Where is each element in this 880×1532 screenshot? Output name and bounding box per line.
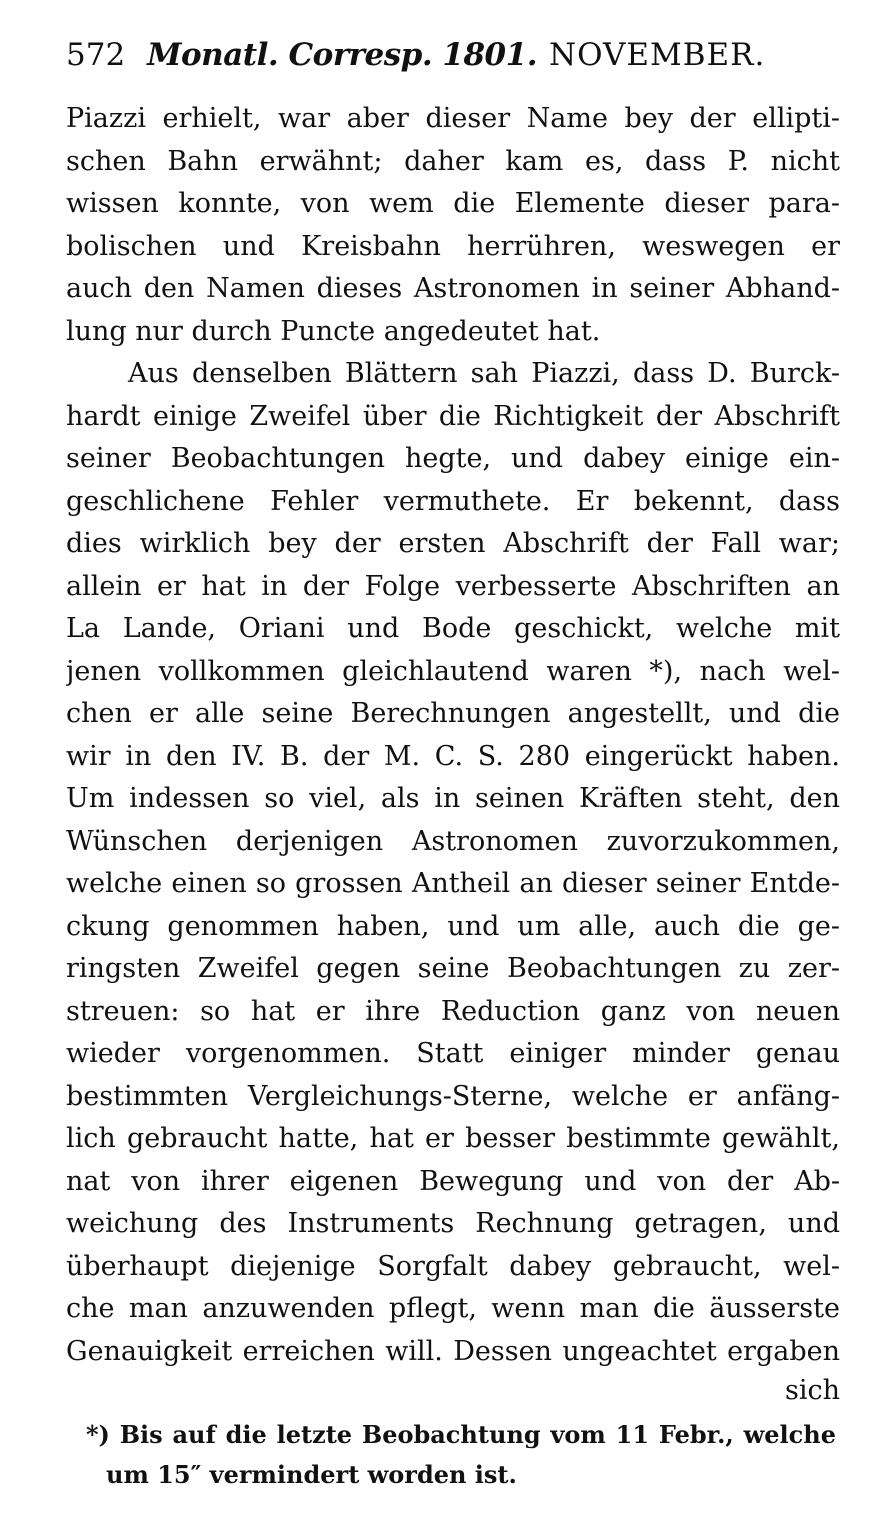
text-line: hardt einige Zweifel über die Richtigkeit der Abschrift — [66, 400, 840, 432]
text-line: allein er hat in der Folge verbesserte Abschriften an — [66, 570, 840, 602]
catchword: sich — [784, 1375, 840, 1406]
text-line: seiner Beobachtungen hegte, und dabey einige ein- — [66, 443, 840, 474]
text-line: wir in den IV. B. der M. C. S. 280 eingerückt haben. — [66, 740, 840, 772]
page-number: 572 — [66, 37, 126, 73]
text-line: wissen konnte, von wem die Elemente dieser para- — [66, 188, 840, 219]
text-line: La Lande, Oriani und Bode geschickt, welche mit — [66, 613, 840, 644]
text-line: Um indessen so viel, als in seinen Kräften steht, den — [66, 783, 840, 814]
text-line: jenen vollkommen gleichlautend waren *), nach wel- — [66, 655, 840, 687]
text-line: chen er alle seine Berechnungen angestellt, und die — [66, 698, 840, 729]
text-line: auch den Namen dieses Astronomen in seiner Abhand- — [66, 273, 840, 304]
text-line: Piazzi erhielt, war aber dieser Name bey der ellipti- — [66, 103, 840, 134]
text-line: wieder vorgenommen. Statt einiger minder genau — [66, 1038, 840, 1069]
text-line: weichung des Instruments Rechnung getragen, und — [66, 1208, 840, 1239]
text-line: lung nur durch Puncte angedeutet hat. — [66, 315, 601, 347]
body-text — [66, 98, 840, 1409]
text-line: lich gebraucht hatte, hat er besser bestimmte gewählt, — [66, 1123, 840, 1154]
text-line: Wünschen derjenigen Astronomen zuvorzukommen, — [66, 825, 840, 857]
footnote-line: um 15″ vermindert worden ist. — [106, 1460, 517, 1489]
running-month: NOVEMBER. — [549, 37, 766, 73]
text-line: überhaupt diejenige Sorgfalt dabey gebraucht, wel- — [66, 1250, 840, 1282]
text-line: ckung genommen haben, und um alle, auch die ge- — [66, 910, 840, 942]
text-line: dies wirklich bey der ersten Abschrift der Fall war; — [66, 528, 840, 559]
text-line: nat von ihrer eigenen Bewegung und von der Ab- — [66, 1165, 840, 1197]
text-line: Genauigkeit erreichen will. Dessen ungeachtet ergaben — [66, 1335, 840, 1367]
text-line: ringsten Zweifel gegen seine Beobachtungen zu zer- — [66, 953, 840, 984]
text-line: welche einen so grossen Antheil an dieser seiner Entde- — [66, 868, 840, 899]
footnote — [86, 1415, 836, 1495]
text-line: bolischen und Kreisbahn herrühren, weswegen er — [66, 230, 840, 262]
text-line: che man anzuwenden pflegt, wenn man die äusserste — [66, 1293, 840, 1324]
paragraph-start-line: Aus denselben Blättern sah Piazzi, dass D. Burck- — [128, 358, 840, 389]
page-header — [66, 30, 846, 80]
running-title: Monatl. Corresp. 1801. — [147, 37, 537, 73]
text-line: geschlichene Fehler vermuthete. Er bekennt, dass — [66, 485, 840, 517]
text-line: schen Bahn erwähnt; daher kam es, dass P. nicht — [66, 145, 840, 177]
text-line: streuen: so hat er ihre Reduction ganz von neuen — [66, 995, 840, 1027]
footnote-line: *) Bis auf die letzte Beobachtung vom 11 Febr., welche — [86, 1420, 836, 1449]
text-line: bestimmten Vergleichungs-Sterne, welche er anfäng- — [66, 1080, 840, 1112]
